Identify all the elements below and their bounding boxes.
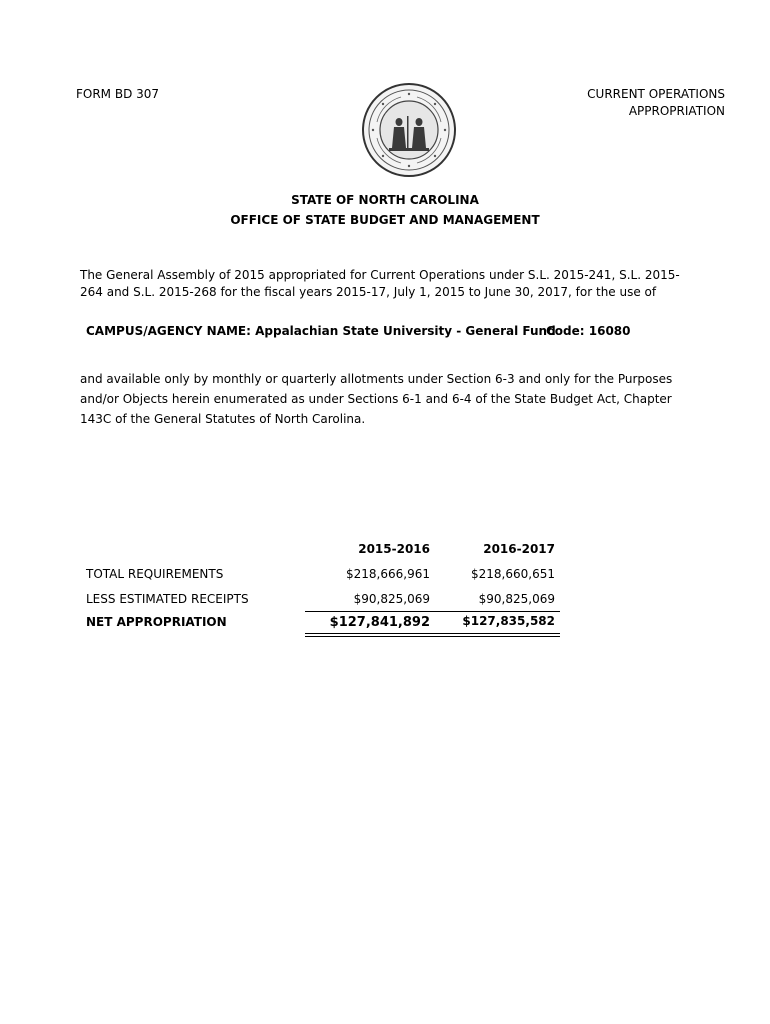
row-label-less-estimated-receipts: LESS ESTIMATED RECEIPTS — [86, 592, 249, 606]
value-total-requirements-2016-2017: $218,660,651 — [471, 567, 555, 581]
appropriation-type-line2: APPROPRIATION — [628, 104, 725, 118]
row-label-total-requirements: TOTAL REQUIREMENTS — [86, 567, 224, 581]
row-label-net-appropriation: NET APPROPRIATION — [86, 615, 227, 629]
column-header-2015-2016: 2015-2016 — [358, 542, 430, 556]
form-id: FORM BD 307 — [76, 87, 160, 101]
value-net-appropriation-2015-2016: $127,841,892 — [329, 615, 430, 630]
appropriation-type-line1: CURRENT OPERATIONS — [587, 87, 725, 101]
value-receipts-2016-2017: $90,825,069 — [478, 592, 555, 606]
value-total-requirements-2015-2016: $218,666,961 — [346, 567, 430, 581]
campus-code: Code: 16080 — [546, 324, 631, 338]
total-double-rule-top — [305, 633, 560, 634]
office-heading: OFFICE OF STATE BUDGET AND MANAGEMENT — [230, 213, 540, 227]
state-heading: STATE OF NORTH CAROLINA — [291, 193, 479, 207]
value-receipts-2015-2016: $90,825,069 — [353, 592, 430, 606]
appropriation-type — [525, 86, 725, 120]
column-header-2016-2017: 2016-2017 — [483, 542, 555, 556]
intro-paragraph: The General Assembly of 2015 appropriated for Current Operations under S.L. 2015-241, S.L. 2015-264 and S.L. 2015-268 for the fiscal years 2015-17, July 1, 2015 to June 30, 2017, for the use of — [80, 268, 680, 299]
total-double-rule-bottom — [305, 636, 560, 637]
nc-state-seal-icon — [361, 82, 457, 178]
subtotal-rule — [305, 611, 560, 612]
allotment-paragraph: and available only by monthly or quarterly allotments under Section 6-3 and only for the Purposes and/or Objects herein enumerated as under Sections 6-1 and 6-4 of the State Budget Act, Chapter 143C of the General Statutes of North Carolina. — [80, 372, 673, 426]
campus-agency-name: CAMPUS/AGENCY NAME: Appalachian State University - General Fund — [86, 324, 556, 338]
value-net-appropriation-2016-2017: $127,835,582 — [462, 614, 555, 628]
